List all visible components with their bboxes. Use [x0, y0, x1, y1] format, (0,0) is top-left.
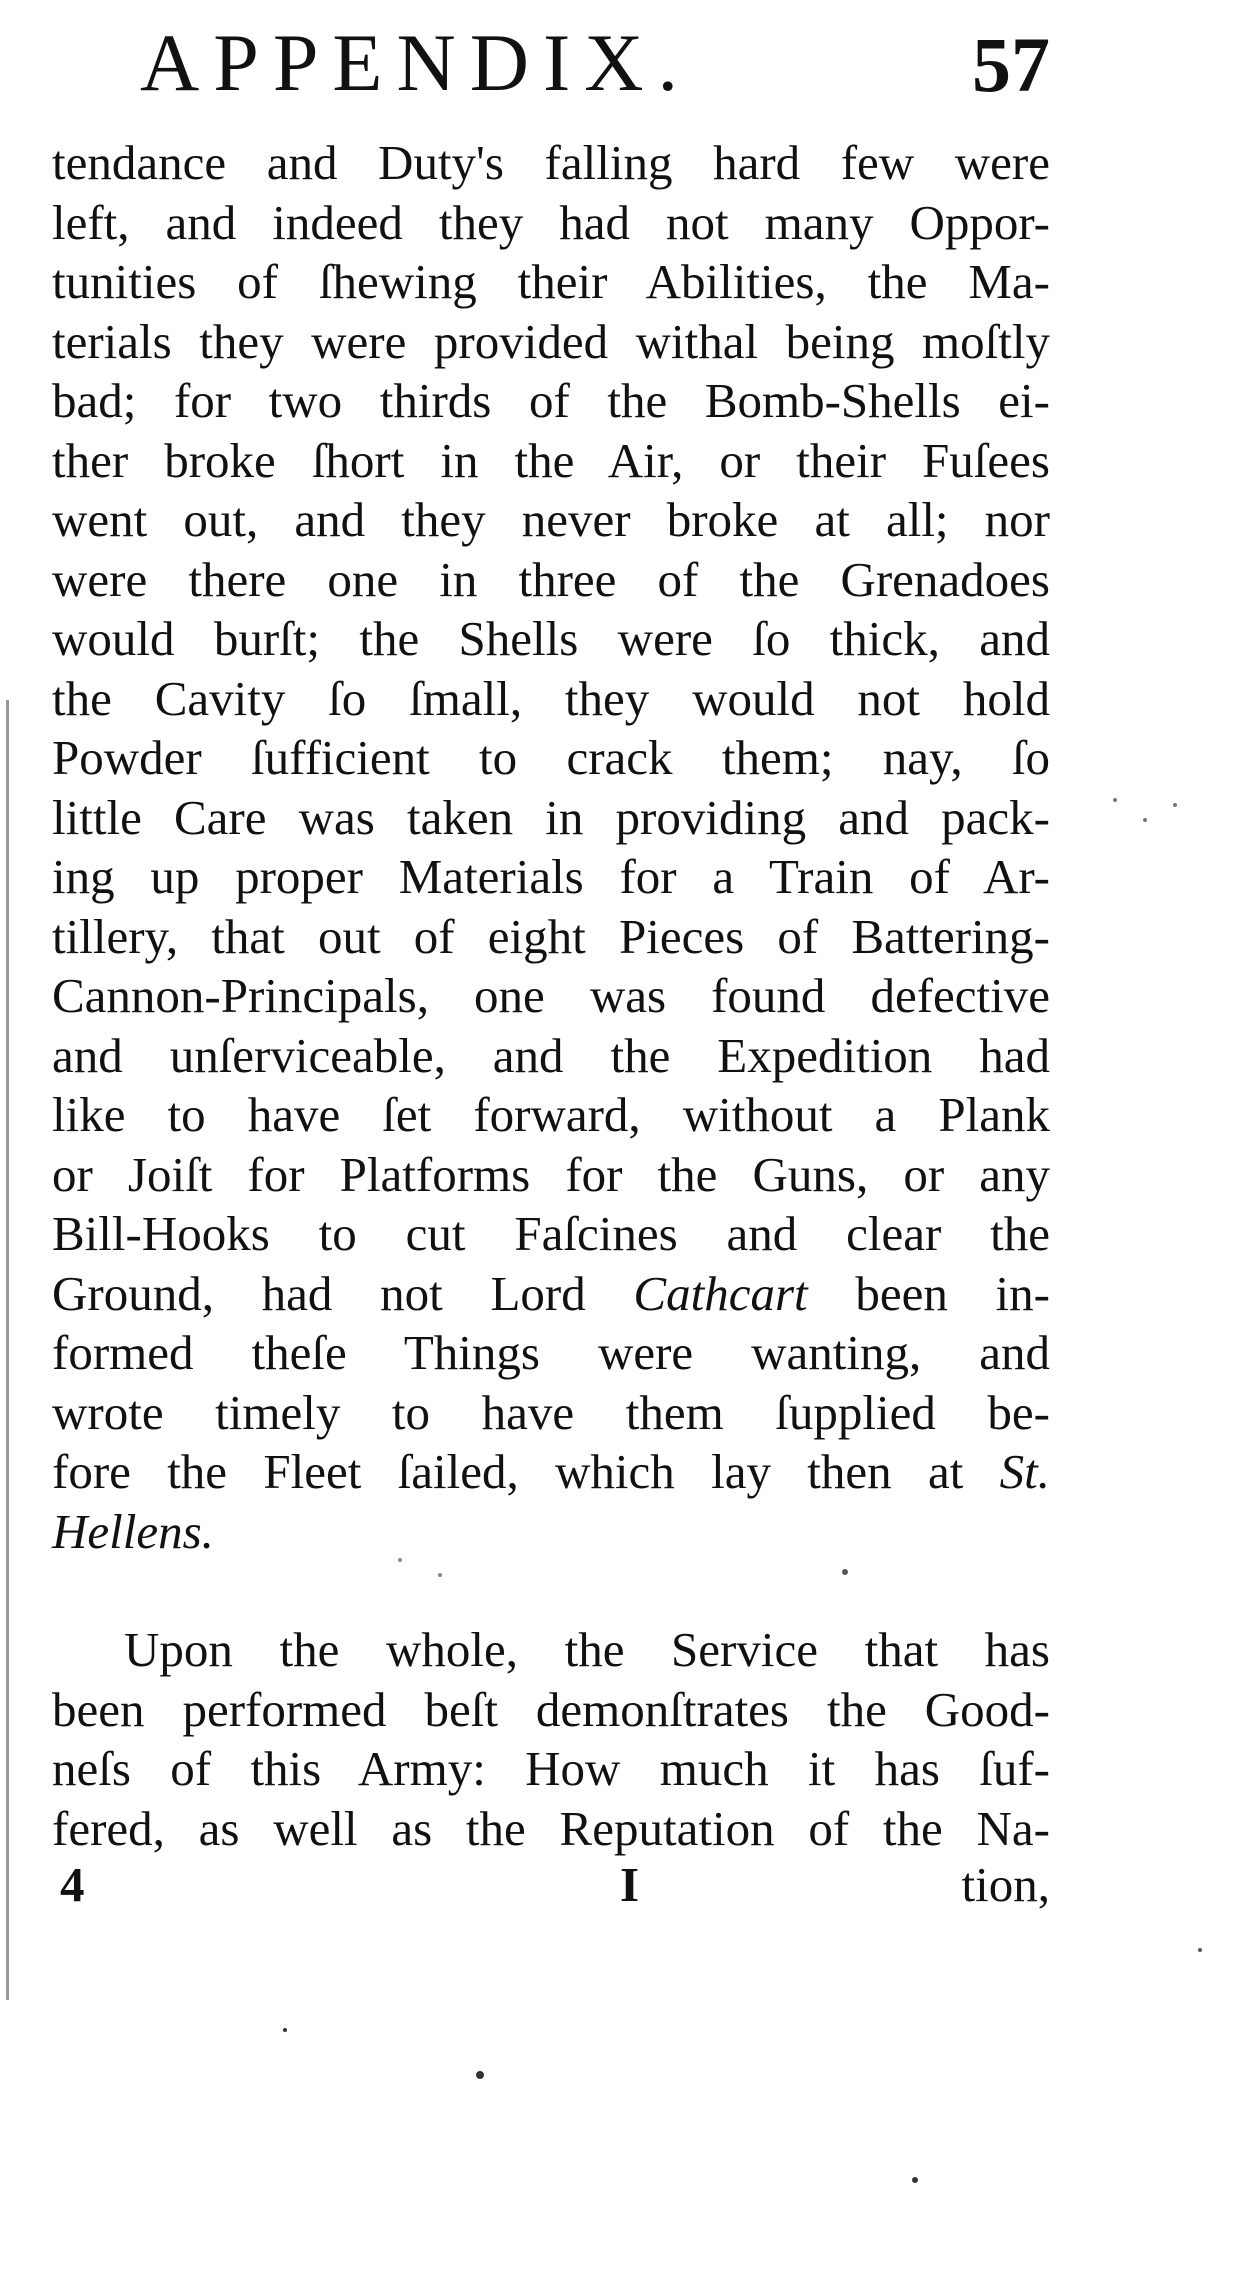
text-line: neſs of this Army: How much it has ſuf- [52, 1741, 1050, 1796]
signature-number: 4 [60, 1857, 85, 1912]
signature-mark: I [620, 1857, 640, 1912]
person-name-italic: Cathcart [633, 1265, 808, 1321]
text-line [52, 1264, 1050, 1324]
ink-speck [1143, 818, 1147, 822]
text-line: tendance and Duty's falling hard few were [52, 135, 1050, 190]
text-line: the Cavity ſo ſmall, they would not hold [52, 670, 1050, 726]
catchword: tion, [961, 1857, 1050, 1912]
body-text [52, 133, 1050, 1858]
text-line: been performed beſt demonſtrates the Good- [52, 1681, 1050, 1737]
text-line: and unſerviceable, and the Expedition had [52, 1027, 1050, 1083]
text-line [52, 1442, 1050, 1502]
page-footer [60, 1855, 1050, 1915]
text-segment: fore the Fleet ſailed, which lay then at [52, 1444, 1000, 1499]
text-line: Bill-Hooks to cut Faſcines and clear the [52, 1206, 1050, 1261]
text-line: ing up proper Materials for a Train of Ar- [52, 849, 1050, 904]
binding-edge-shadow [6, 700, 9, 2000]
paragraph-1 [52, 133, 1050, 1561]
place-name-italic: St. [999, 1444, 1050, 1499]
page-number: 57 [972, 21, 1050, 108]
text-line: went out, and they never broke at all; nor [52, 492, 1050, 547]
text-line: would burſt; the Shells were ſo thick, and [52, 611, 1050, 666]
text-line: formed theſe Things were wanting, and [52, 1325, 1050, 1380]
text-segment: Ground, had not Lord [52, 1265, 634, 1321]
text-line: tunities of ſhewing their Abilities, the Ma- [52, 254, 1050, 309]
text-line: bad; for two thirds of the Bomb-Shells ei- [52, 373, 1050, 428]
text-line: fered, as well as the Reputation of the Na- [52, 1800, 1050, 1856]
ink-speck [476, 2071, 484, 2079]
text-line: Cannon-Principals, one was found defective [52, 968, 1050, 1023]
text-line: like to have ſet forward, without a Plank [52, 1087, 1050, 1142]
text-line: Powder ſufficient to crack them; nay, ſo [52, 730, 1050, 785]
page-header [140, 18, 1050, 108]
text-line: terials they were provided withal being moſtly [52, 313, 1050, 369]
ink-speck [1173, 803, 1177, 807]
text-line: or Joiſt for Platforms for the Guns, or any [52, 1146, 1050, 1202]
ink-speck [1113, 798, 1117, 802]
text-line: wrote timely to have them ſupplied be- [52, 1384, 1050, 1440]
ink-speck [283, 2028, 287, 2032]
text-line: left, and indeed they had not many Oppor- [52, 194, 1050, 250]
text-line: little Care was taken in providing and pack- [52, 789, 1050, 845]
running-head: APPENDIX. [140, 17, 692, 108]
text-line: ther broke ſhort in the Air, or their Fuſees [52, 432, 1050, 488]
text-line: were there one in three of the Grenadoes [52, 551, 1050, 607]
text-segment: been in- [807, 1265, 1050, 1321]
ink-speck [1198, 1948, 1202, 1952]
text-line [52, 1502, 1050, 1562]
paragraph-2 [52, 1620, 1050, 1858]
text-line: Upon the whole, the Service that has [124, 1622, 1050, 1677]
ink-speck [912, 2177, 918, 2183]
place-name-italic: Hellens. [52, 1503, 214, 1559]
text-line: tillery, that out of eight Pieces of Battering- [52, 908, 1050, 964]
